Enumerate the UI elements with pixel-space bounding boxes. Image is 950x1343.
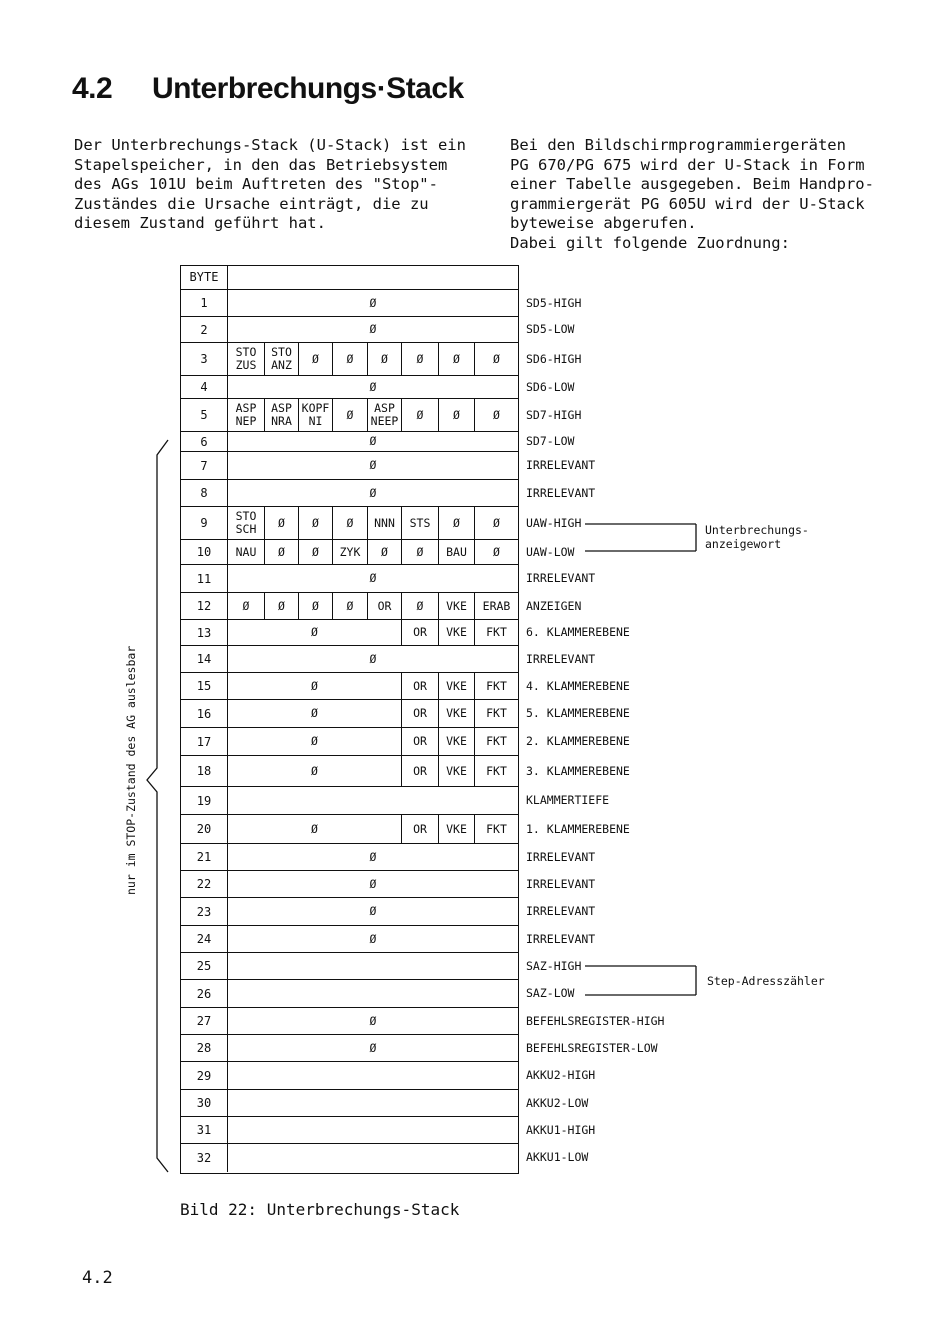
byte-number: 22 xyxy=(181,871,228,897)
row-description: IRRELEVANT xyxy=(526,931,596,946)
bit-cell-line: NNN xyxy=(374,515,395,530)
row-description: SD5-HIGH xyxy=(526,295,582,310)
row-description: IRRELEVANT xyxy=(526,849,596,864)
row-description: SAZ-HIGH xyxy=(526,958,582,973)
bit-cell-line: NI xyxy=(308,414,323,428)
bit-cell-line: Ø xyxy=(416,407,424,422)
bit-cell-line: VKE xyxy=(446,734,467,748)
byte-number: 27 xyxy=(181,1008,228,1034)
byte-number: 17 xyxy=(181,728,228,755)
bit-cell-line: Ø xyxy=(312,544,319,559)
bit-cell-line: SCH xyxy=(235,522,257,536)
row-description: UAW-HIGH xyxy=(526,515,582,530)
byte-number: 18 xyxy=(181,756,228,786)
bit-cell-line: Ø xyxy=(369,434,377,448)
row-description: AKKU2-LOW xyxy=(526,1095,589,1110)
bit-cell-line: Ø xyxy=(369,458,377,472)
bit-cell-line: STO xyxy=(235,345,257,359)
bit-cell-line: Ø xyxy=(493,544,500,559)
bit-cell-line: OR xyxy=(377,598,392,613)
row-description: IRRELEVANT xyxy=(526,651,596,666)
bit-cell-line: Ø xyxy=(369,571,377,585)
byte-number: 10 xyxy=(181,540,228,564)
byte-number: 25 xyxy=(181,953,228,979)
byte-number: 1 xyxy=(181,290,228,316)
row-description: IRRELEVANT xyxy=(526,571,596,585)
bit-cell-line: Ø xyxy=(369,904,377,918)
bit-cell-line: NAU xyxy=(235,544,257,559)
byte-number: 6 xyxy=(181,432,228,451)
uaw-bracket-label: Unterbrechungs- anzeigewort xyxy=(705,523,809,551)
bit-cell-line: BAU xyxy=(446,544,467,559)
bit-cell-line: Ø xyxy=(493,407,500,422)
row-description: IRRELEVANT xyxy=(526,485,596,500)
bit-cell-line: OR xyxy=(413,763,427,778)
bit-cell-line: Ø xyxy=(381,544,388,559)
row-description: 5. KLAMMEREBENE xyxy=(526,706,630,720)
bit-cell-line: ANZ xyxy=(271,358,292,372)
byte-number: 3 xyxy=(181,343,228,375)
bit-cell-line: Ø xyxy=(311,734,318,748)
bit-cell-line: NEP xyxy=(235,414,257,428)
bit-cell-line: Ø xyxy=(369,651,377,666)
bit-cell-line: ZYK xyxy=(339,544,361,559)
byte-number: 11 xyxy=(181,565,228,592)
byte-number: 23 xyxy=(181,898,228,925)
page-number: 4.2 xyxy=(82,1268,113,1288)
section-number: 4.2 xyxy=(72,72,113,105)
bit-cell-line: Ø xyxy=(493,515,500,530)
byte-number: 29 xyxy=(181,1062,228,1089)
bit-cell-line: Ø xyxy=(369,931,377,946)
byte-number: 7 xyxy=(181,452,228,479)
bit-cell-line: VKE xyxy=(446,821,467,836)
row-description: IRRELEVANT xyxy=(526,876,596,891)
byte-number: 14 xyxy=(181,646,228,672)
bit-cell-line: OR xyxy=(413,821,427,836)
bit-cell-line: Ø xyxy=(311,678,318,693)
bit-cell-line: ZUS xyxy=(235,358,257,372)
byte-number: 5 xyxy=(181,399,228,431)
bit-cell-line: Ø xyxy=(453,351,460,366)
byte-number: 15 xyxy=(181,673,228,699)
bit-cell-line: NRA xyxy=(271,414,292,428)
bit-cell-line: Ø xyxy=(453,407,460,422)
bit-cell-line: FKT xyxy=(486,678,507,693)
bit-cell-line: Ø xyxy=(346,351,354,366)
bit-cell-line: Ø xyxy=(369,322,377,336)
row-description: SD5-LOW xyxy=(526,322,575,336)
row-description: KLAMMERTIEFE xyxy=(526,793,610,807)
bit-cell-line: VKE xyxy=(446,706,467,720)
bit-cell-line: OR xyxy=(413,625,427,639)
bit-cell-line: STO xyxy=(235,509,257,523)
bit-cell-line: VKE xyxy=(446,625,467,639)
row-description: SD7-LOW xyxy=(526,434,575,448)
row-description: 1. KLAMMEREBENE xyxy=(526,821,630,836)
bit-cell-line: Ø xyxy=(416,544,424,559)
bit-cell-line: STO xyxy=(271,345,292,359)
row-description: UAW-LOW xyxy=(526,544,575,559)
row-description: SD7-HIGH xyxy=(526,407,582,422)
byte-number: 21 xyxy=(181,844,228,870)
bit-cell-line: Ø xyxy=(416,598,424,613)
byte-number: 8 xyxy=(181,480,228,506)
intro-left-paragraph: Der Unterbrechungs-Stack (U-Stack) ist ein Stapelspeicher, in den das Betriebsystem des AGs 101U beim Auftreten des "Stop"- Zuständes die Ursache einträgt, die zu diesem Zustand geführt hat. xyxy=(74,136,466,232)
bit-cell-line: Ø xyxy=(369,295,377,310)
bit-cell-line: Ø xyxy=(493,351,500,366)
side-note: nur im STOP-Zustand des AG auslesbar xyxy=(124,645,138,895)
bit-cell-line: Ø xyxy=(416,351,424,366)
bit-cell-line: Ø xyxy=(346,598,354,613)
row-description: AKKU1-LOW xyxy=(526,1150,589,1164)
byte-number: 30 xyxy=(181,1090,228,1116)
row-description: SD6-LOW xyxy=(526,379,575,394)
row-description: 3. KLAMMEREBENE xyxy=(526,763,630,778)
bit-cell-line: OR xyxy=(413,734,427,748)
bit-cell-line: Ø xyxy=(346,407,354,422)
bit-cell-line: Ø xyxy=(312,515,319,530)
byte-number: 13 xyxy=(181,620,228,645)
bit-cell-line: NEEP xyxy=(370,414,399,428)
byte-number: 19 xyxy=(181,787,228,814)
byte-number: 12 xyxy=(181,593,228,619)
bit-cell-line: Ø xyxy=(453,515,460,530)
byte-number: 4 xyxy=(181,376,228,398)
byte-number: 26 xyxy=(181,980,228,1007)
bit-cell-line: STS xyxy=(409,515,431,530)
bit-cell-line: Ø xyxy=(311,821,318,836)
bit-cell-line: ERAB xyxy=(482,598,511,613)
intro-right-paragraph: Bei den Bildschirmprogrammiergeräten PG 670/PG 675 wird der U-Stack in Form einer Tabelle ausgegeben. Beim Handpro- grammiergerät PG 605U wird der U-Stack byteweise abgerufen. Dabei gilt folgende Zuordnung: xyxy=(510,136,874,252)
bit-cell-line: ASP xyxy=(374,401,395,415)
byte-number: 16 xyxy=(181,700,228,727)
row-description: SAZ-LOW xyxy=(526,986,575,1000)
row-description: BEFEHLSREGISTER-HIGH xyxy=(526,1013,665,1028)
bit-cell-line: OR xyxy=(413,706,427,720)
row-description: ANZEIGEN xyxy=(526,598,582,613)
section-title: Unterbrechungs·Stack xyxy=(152,72,464,105)
byte-header: BYTE xyxy=(181,265,228,289)
byte-number: 31 xyxy=(181,1117,228,1143)
bit-cell-line: Ø xyxy=(369,849,377,864)
row-description: SD6-HIGH xyxy=(526,351,582,366)
bit-cell-line: ASP xyxy=(235,401,257,415)
byte-number: 9 xyxy=(181,507,228,539)
row-description: AKKU2-HIGH xyxy=(526,1068,596,1082)
byte-number: 28 xyxy=(181,1035,228,1061)
bit-cell-line: ASP xyxy=(271,401,292,415)
bit-cell-line: Ø xyxy=(369,876,377,891)
bit-cell-line: Ø xyxy=(311,625,318,639)
bit-cell-line: FKT xyxy=(486,706,507,720)
bit-cell-line: FKT xyxy=(486,821,507,836)
byte-number: 20 xyxy=(181,815,228,843)
bit-cell-line: Ø xyxy=(311,763,318,778)
bit-cell-line: KOPF xyxy=(301,401,330,415)
row-description: BEFEHLSREGISTER-LOW xyxy=(526,1040,658,1055)
byte-number: 32 xyxy=(181,1144,228,1172)
row-description: AKKU1-HIGH xyxy=(526,1122,596,1137)
byte-number: 2 xyxy=(181,317,228,342)
bit-cell-line: Ø xyxy=(369,485,377,500)
bit-cell-line: Ø xyxy=(242,598,250,613)
figure-caption: Bild 22: Unterbrechungs-Stack xyxy=(180,1200,460,1219)
bit-cell-line: Ø xyxy=(278,515,285,530)
row-description: IRRELEVANT xyxy=(526,458,596,472)
byte-number: 24 xyxy=(181,926,228,952)
row-description: 2. KLAMMEREBENE xyxy=(526,734,630,748)
bit-cell-line: Ø xyxy=(312,598,319,613)
bit-cell-line: Ø xyxy=(278,598,285,613)
bit-cell-line: FKT xyxy=(486,734,507,748)
bit-cell-line: FKT xyxy=(486,625,507,639)
bit-cell-line: VKE xyxy=(446,763,467,778)
row-description: IRRELEVANT xyxy=(526,904,596,918)
bit-cell-line: Ø xyxy=(381,351,388,366)
bit-cell-line: Ø xyxy=(346,515,354,530)
bit-cell-line: OR xyxy=(413,678,427,693)
row-description: 6. KLAMMEREBENE xyxy=(526,625,630,639)
bit-cell-line: Ø xyxy=(311,706,318,720)
bit-cell-line: VKE xyxy=(446,598,467,613)
bit-cell-line: Ø xyxy=(369,379,377,394)
row-description: 4. KLAMMEREBENE xyxy=(526,678,630,693)
stop-state-brace xyxy=(147,440,168,1172)
saz-bracket-label: Step-Adresszähler xyxy=(707,974,825,988)
bit-cell-line: Ø xyxy=(369,1040,377,1055)
bit-cell-line: Ø xyxy=(312,351,319,366)
bit-cell-line: Ø xyxy=(369,1013,377,1028)
bit-cell-line: VKE xyxy=(446,678,467,693)
bit-cell-line: FKT xyxy=(486,763,507,778)
bit-cell-line: Ø xyxy=(278,544,285,559)
